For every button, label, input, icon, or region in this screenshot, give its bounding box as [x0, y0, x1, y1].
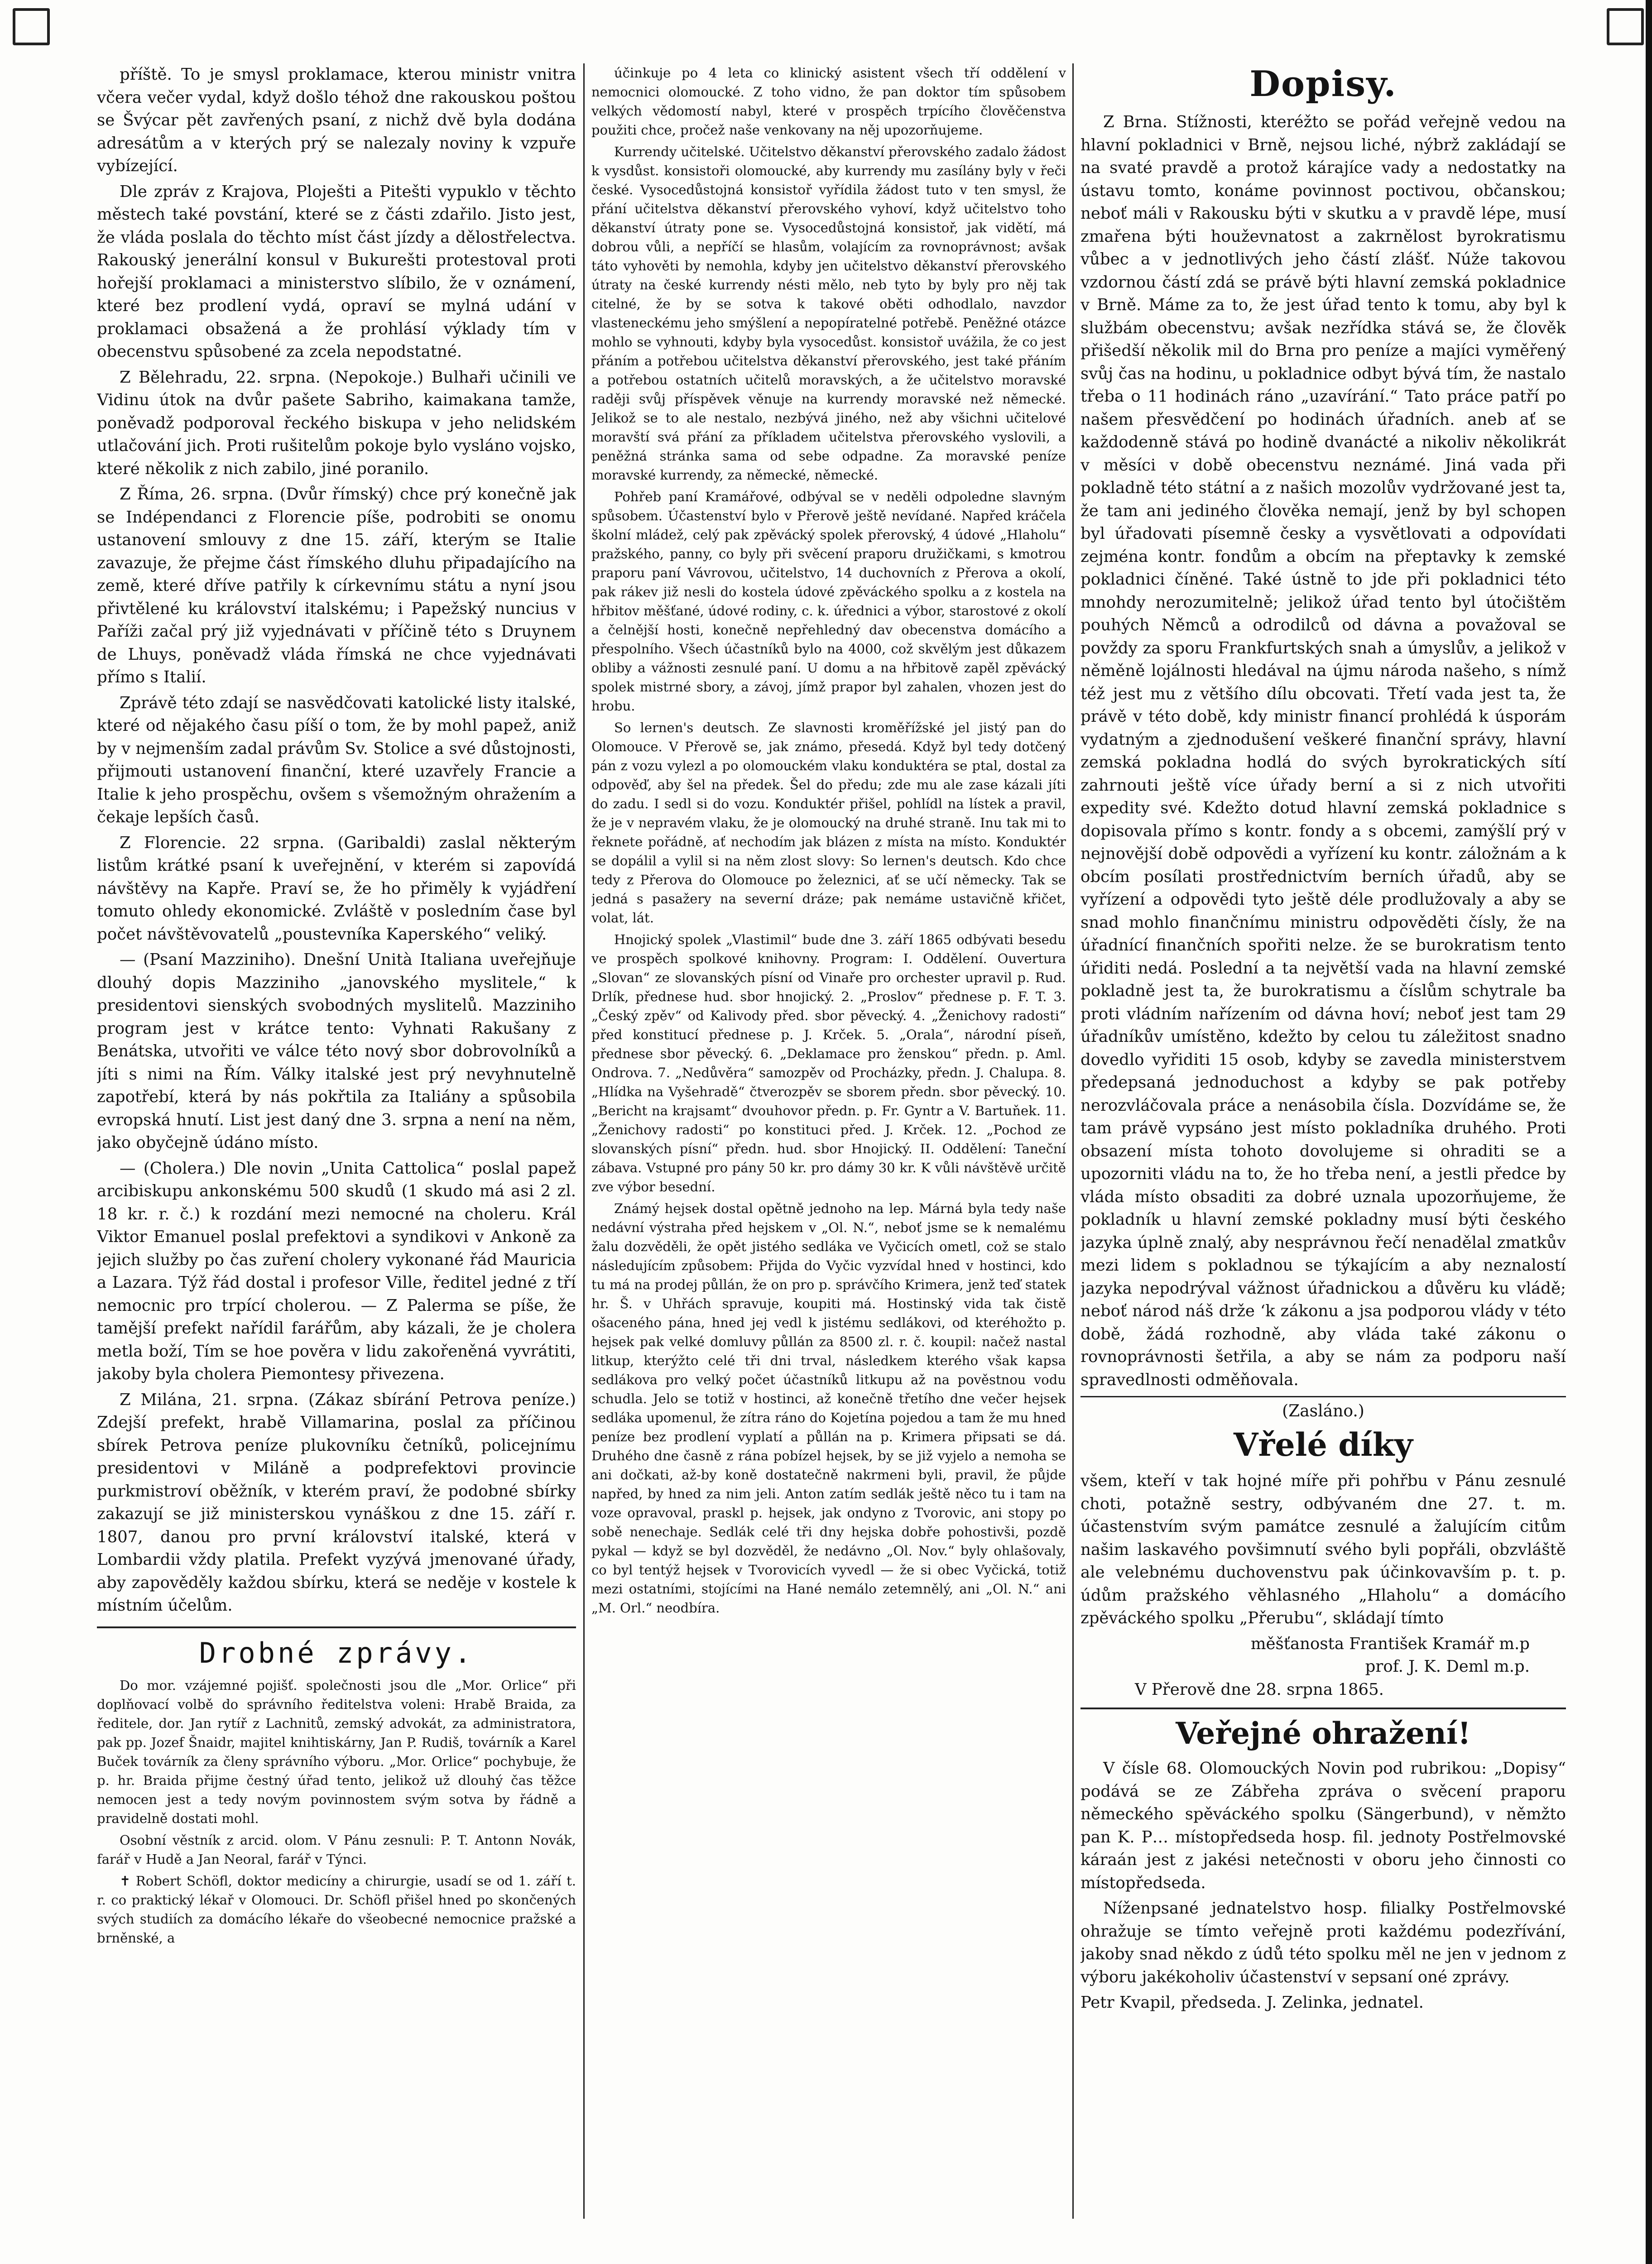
thanks-date: V Přerově dne 28. srpna 1865.: [1135, 1680, 1384, 1699]
thanks-text: všem, kteří v tak hojné míře při pohřbu v Pánu zesnulé choti, potažně sestry, odbývaném dne 27. t. m. účastenstvím svým památce zesnulé a žalujícím citům našim laskavého povšimnutí svého byli popřáli, obzvláště ale velebnému duchovenstvu pak účinkovavším p. t. p. údům pražského věhlasného „Hlaholu“ a domácího zpěváckého spolku „Přerubu“, skládají tímto: [1081, 1472, 1566, 1627]
column-left: [97, 63, 576, 2228]
news-item: Známý hejsek dostal opětně jednoho na lep. Márná byla tedy naše nedávní výstraha před hejskem v „Ol. N.“, neboť jsme se k nemalému žalu dozvěděli, že opět jistého sedláka ve Vyčicích ometl, což se stalo následujícím způsobem: Přijda do Vyčic vyzvídal hned v hostinci, kdo tu má na prodej půllán, že on pro p. správčího Krimera, jenž teď statek hr. Š. v Uhřách spravuje, koupiti má. Hostinský vida tak čistě ošaceného pána, hned jej vedl k jistému sedlákovi, od kteréhožto p. hejsek pak velké domluvy půllán za 8500 zl. r. č. koupil: načež nastal litkup, kterýžto celé tři dni trval, následkem kterého však kapsa sedlákova pro velký počet účastníků litkupu až na pověstnou vodu schudla. Jelo se totiž v hostinci, až konečně třetího dne večer hejsek sedláka upomenul, že zítra ráno do Kojetína pojedou a tam že mu hned peníze bez prodlení vyplatí a půllán na p. Krimera připsati se dá. Druhého dne časně z rána pobízel hejsek, by se již vyjelo a nemoha se ani dočkati, až-by koně dostatečně nakrmeni byli, pravil, že půjde napřed, by hned za nim jeli. Anton zatím sedlák ještě něco tu i tam na voze opravoval, praskl p. hejsek, jak ondyno z Tvorovic, ani stopy po sobě nenechaje. Sedlák celé tři dny hejska dobře pohostivši, pozdě pykal — když se byl dozvěděl, že nedávno „Ol. Nov.“ byly ohlašovaly, co byl tentýž hejsek v Tvorovicích vyvedl — že si obec Vyčická, totiž mezi ostatními, stojícími na Hané nemálo zetemnělý, ani „Ol. N.“ ani „M. Orl.“ neodbíra.: [591, 1201, 1066, 1616]
foreign-news: [97, 63, 576, 1617]
zaslano-label: (Zasláno.): [1081, 1396, 1566, 1420]
statement-paragraph: V čísle 68. Olomouckých Novin pod rubrikou: „Dopisy“ podává se ze Zábřeha zpráva o svěcení praporu německého spěváckého spolku (Sängerbund), v němžto pan K. P… místopředseda hosp. fil. jednoty Postřelmovské káraán jest z jakési netečnosti v oboru jeho činnosti co místopředseda.: [1081, 1759, 1566, 1892]
article-paragraph: příště. To je smysl proklamace, kterou ministr vnitra včera večer vydal, když došlo téhož dne rakouskou poštou se Švýcar pět zavřených psaní, z nichž dvě byla dodána adresátům a v kterých prý se nalezaly noviny k vzpuře vybízející.: [97, 65, 576, 175]
section-heading-verejne-ohrazeni: Veřejné ohražení!: [1176, 1716, 1471, 1751]
news-item: Hnojický spolek „Vlastimil“ bude dne 3. září 1865 odbývati besedu ve prospěch spolkové knihovny. Program: I. Oddělení. Ouvertura „Slovan“ ze slovanských písní od Vinaře pro orchester upravil p. Rud. Drlík, přednese hud. sbor hnojický. 2. „Proslov“ přednese p. F. T. 3. „Český zpěv“ od Kalivody před. sbor pěvecký. 4. „Ženichovy radosti“ před konstitucí přednese p. J. Krček. 5. „Orala“, národní píseň, přednese sbor pěvecký. 6. „Deklamace pro ženskou“ předn. p. Aml. Ondrova. 7. „Nedůvěra“ samozpěv od Procházky, předn. J. Chalupa. 8. „Hlídka na Vyšehradě“ čtverozpěv se sborem předn. sbor pěvecký. 10. „Bericht na krajsamt“ dvouhovor předn. p. Fr. Gyntr a V. Bartuňek. 11. „Ženichovy radosti“ po konstituci před. J. Krček. 12. „Pochod ze slovanských písní“ předn. hud. sbor Hnojický. II. Oddělení: Taneční zábava. Vstupné pro pány 50 kr. pro dámy 30 kr. K vůli návštěvě určitě zve výbor besední.: [591, 932, 1066, 1194]
column-middle: [591, 63, 1066, 2228]
news-item: So lernen's deutsch. Ze slavnosti kroměřížské jel jistý pan do Olomouce. V Přerově se, jak známo, přesedá. Když byl tedy dotčený pán z vozu vylezl a po olomouckém vlaku konduktéra se ptal, dostal za odpověď, aby šel na předek. Šel do předu; zde mu ale zase kázali jíti do zadu. I sedl si do vozu. Konduktér přišel, pohlídl na lístek a pravil, že je v nepravém vlaku, že je olomoucký na druhé straně. Inu tak mi to řeknete pořádně, ať nechodím jak blázen z místa na místo. Konduktér se dopálil a vylil si na něm zlost slovy: So lernen's deutsch. Kdo chce tedy z Přerova do Olomouce po železnici, ať se učí německy. Tak se jedná s pasažery na severní dráze; pak nemáme ustavičně křičet, volat, lát.: [591, 720, 1066, 926]
article-paragraph: — (Cholera.) Dle novin „Unita Cattolica“ poslal papež arcibiskupu ankonskému 500 skudů (1 skudo má asi 2 zl. 18 kr. r. č.) k rozdání mezi nemocné na choleru. Král Viktor Emanuel poslal prefektovi a syndikovi v Ankoně za jejich služby po čas zuření cholery vykonané řád Mauricia a Lazara. Týž řád dostal i profesor Ville, ředitel jedné z tří nemocnic pro trpící cholerou. — Z Palerma se píše, že tamější prefekt nařídil farářům, aby kázali, že je cholera metla boží, Tím se hoe pověra v lidu zakořeněná vyvrátiti, jakoby byla cholera Piemontesy přivezena.: [97, 1159, 576, 1383]
column-rule: [583, 63, 585, 2219]
news-item: Kurrendy učitelské. Učitelstvo děkanství přerovského zadalo žádost k vysdůst. konsistoři olomoucké, aby kurrendy mu zasílány byly v řeči české. Vysocedůstojná konsistoř vyřídila žádost tuto v ten smysl, že přání učitelstva děkanství přerovského vyhoví, když učitelstvo toho děkanství útraty pone se. Vysocedůstojná konsistoř, jak vidětí, má dobrou vůli, a nepříčí se hlasům, volajícím za rovnoprávnost; avšak táto vyhověti by nemohla, kdyby jen učitelstvo děkanství přerovského útraty na české kurrendy nésti mělo, neb tyto by byly pro něj tak citelné, že by se sotva k takové oběti odhodlalo, navzdor vlasteneckému jeho smýšlení a nepopíratelné potřebě. Peněžné otázce mohlo se vyhnouti, kdyby byla vysocedůst. konsistoř uvážila, že co jest přáním a potřebou učitelstva děkanství přerovského, jest také přáním a potřebou ostatních učitelů moravských, a že učitelstvo moravské raději svůj příspěvek věnuje na kurrendy moravské než německé. Jelikož se to ale nestalo, nezbývá jiného, než aby všichni učitelové moravští svá přání za příkladem učitelstva přerovského vyslovili, a peněžná stránka sama od sebe odpadne. Za moravské peníze moravské kurrendy, za německé, německé.: [591, 144, 1066, 483]
article-paragraph: — (Psaní Mazziniho). Dnešní Unità Italiana uveřejňuje dlouhý dopis Mazziniho „janovského myslitele,“ k presidentovi sienských svobodných myslitelů. Mazziniho program jest v krátce tento: Vyhnati Rakušany z Benátska, utvořiti ve válce této nový sbor dobrovolníků a jíti s nimi na Řím. Války italské jest prý nevyhnutelně zapotřebí, která by nás pokřtila za Italiány a spůsobila evropská hnutí. List jest daný dne 3. srpna a není na něm, jako obyčejně údáno místo.: [97, 950, 576, 1152]
section-heading-drobne-zpravy: Drobné zprávy.: [97, 1626, 576, 1669]
article-paragraph: Z Bělehradu, 22. srpna. (Nepokoje.) Bulhaři učinili ve Vidinu útok na dvůr pašete Sabriho, kaimakana tamže, poněvadž podporoval řeckého biskupa v jeho nelidském utlačování jich. Proti rušitelům pokoje bylo vysláno vojsko, které několik z nich zabilo, jiné poranilo.: [97, 368, 576, 478]
news-item: Do mor. vzájemné pojišť. společnosti jsou dle „Mor. Orlice“ při doplňovací volbě do správního ředitelstva voleni: Hrabě Braida, za ředitele, dor. Jan rytíř z Lachnitů, zemský advokát, za administratora, pak pp. Jozef Šnaidr, majitel knihtiskárny, Jan P. Rudiš, továrník a Karel Buček továrník za členy správního výboru. „Mor. Orlice“ pochybuje, že p. hr. Braida přijme čestný úřad tento, jelikož už dlouhý čas těžce nemocen jest a tedy novým povinnostem svým sotva by řádně a pravidelně dostati mohl.: [97, 1677, 576, 1826]
article-paragraph: Z Říma, 26. srpna. (Dvůr římský) chce prý konečně jak se Indépendanci z Florencie píše, podrobiti se onomu ustanovení smlouvy z dne 15. září, kterým se Italie zavazuje, že přejme část římského dluhu připadajícího na země, které dříve patřily k církevnímu státu a nyní jsou přivtělené ku království italskému; i Papežský nuncius v Paříži začal prý již vyjednávati v příčině této s Druynem de Lhuys, poněvadž vláda římská ne chce vyjednávati přímo s Italií.: [97, 485, 576, 686]
news-item: ✝ Robert Schöfl, doktor medicíny a chirurgie, usadí se od 1. září t. r. co praktický lékař v Olomouci. Dr. Schöfl přišel hned po skončených svých studiích za domácího lékaře do všeobecné nemocnice pražské a brněnské, a: [97, 1873, 576, 1946]
scan-corner-mark: [13, 8, 50, 45]
signature-kramar: měšťanosta František Kramář m.p: [1250, 1634, 1530, 1653]
thanks-notice: [1081, 1470, 1566, 1630]
signature-deml: prof. J. K. Deml m.p.: [1365, 1657, 1530, 1676]
article-paragraph: Z Florencie. 22 srpna. (Garibaldi) zaslal některým listům krátké psaní k uveřejnění, v kterém si zapovídá návštěvy na Kapře. Praví se, že ho přiměly k vyjádření tomuto ohledy ekonomické. Zvláště v posledním čase byl počet návštěvovatelů „poustevníka Kaperského“ veliký.: [97, 833, 576, 944]
statement-signatures: Petr Kvapil, předseda. J. Zelinka, jednatel.: [1081, 1993, 1424, 2012]
article-paragraph: Zprávě této zdají se nasvědčovati katolické listy italské, které od nějakého času píší o tom, že by mohl papež, aniž by v nejmenším zadal právům Sv. Stolice a své důstojnosti, přijmouti ustanovení finanční, které uzavřely Francie a Italie k jeho prospěchu, ovšem s všemožným ohražením a čekaje lepších časů.: [97, 693, 576, 826]
section-divider: [1081, 1708, 1566, 1709]
news-item: Pohřeb paní Kramářové, odbýval se v neděli odpoledne slavným spůsobem. Účastenství bylo v Přerově ještě nevídané. Napřed kráčela školní mládež, celý pak zpěvácký spolek přerovský, 4 údové „Hlaholu“ pražského, panny, co byly při svěcení praporu družičkami, s kmotrou praporu paní Vávrovou, učitelstvo, 14 duchovních z Přerova a okolí, pak rákev již nesli do kostela údové zpěváckého spolku a z kostela na hřbitov měšťané, údové rodiny, c. k. úřednici a výbor, starostové z okolí a čelnější hosti, konečně nepřehledný dav obecenstva domácího a přespolního. Všech účastníků bylo na 4000, což skvělým jest důkazem obliby a vážnosti zesnulé paní. U domu a na hřbitově zapěl zpěvácký spolek mistrné sbory, a závoj, jímž prapor byl zahalen, vhozen jest do hrobu.: [591, 489, 1066, 714]
short-news: [97, 1676, 576, 1947]
news-item: účinkuje po 4 leta co klinický asistent všech tří oddělení v nemocnici olomoucké. Z toho vidno, že pan doktor tím spůsobem velkých vědomostí nabyl, které v prospěch trpícího člověčenstva použiti chce, pročež naše venkovany na něj upozorňujeme.: [591, 65, 1066, 138]
article-paragraph: Z Milána, 21. srpna. (Zákaz sbírání Petrova peníze.) Zdejší prefekt, hrabě Villamarina, poslal za příčinou sbírek Petrova peníze plukovníku četníků, policejnímu presidentovi v Miláně a podprefektovi provincie purkmistroví oběžník, v kterém praví, že podobné sbírky zakazují se již ministerskou vynáškou z dne 15. září r. 1807, danou pro první království italské, která v Lombardii vždy platila. Prefekt vyzývá jmenované úřady, aby zapověděly každou sbírku, která se neděje v kostele k místním účelům.: [97, 1390, 576, 1615]
section-heading-dopisy: Dopisy.: [1249, 63, 1397, 105]
section-heading-vrele-diky: Vřelé díky: [1234, 1426, 1413, 1463]
letters: [1081, 111, 1566, 1391]
statement-paragraph: Níženpsané jednatelstvo hosp. filialky Postřelmovské ohražuje se tímto veřejně proti každému podezřívání, jakoby snad někdo z údů této spolku měl ne jen v jednom z výboru jakékoholiv účastenství v sepsaní oné zprávy.: [1081, 1899, 1566, 1986]
column-right: [1081, 63, 1566, 2228]
letter-paragraph: Z Brna. Stížnosti, kteréžto se pořád veřejně vedou na hlavní pokladnici v Brně, nejsou liché, nýbrž zakládají se na svaté pravdě a protož kárajíce vady a nedostatky na ústavu tomto, konáme povinnost poctivou, občanskou; neboť máli v Rakousku býti v skutku a v pravdě lépe, musí zmařena býti houževnatost a zakrnělost byrokratismu vůbec a v jednotlivých jeho částí zlášť. Núže takovou vzdornou částí zdá se právě býti hlavní zemská pokladnice v Brně. Máme za to, že jest úřad tento k tomu, aby byl k službám obecenstvu; avšak nezřídka stává se, že člověk přišedší několik mil do Brna pro peníze a majíci vyměřený svůj čas na hodinu, u pokladnice odbyt bývá tím, že nastalo třeba o 11 hodinách ráno „uzavírání.“ Tato práce patří po našem přesvědčení po hodinách úřadních. aneb ať se každodenně stává po hodině dvanácté a nikoliv několikrát v měsíci v době obecenstvu neznámé. Jiná vada při pokladně této státní a z našich mozolův vydržované jest ta, že tam ani jediného člověka nemají, jenž by byl schopen byl úřadovati písemně česky a vysvětlovati a odpovídati zejména kontr. fondům a obcím na přeptavky k zemské pokladnici číněné. Také ústně to jde při pokladnici této mnohdy nerozumitelně; jelikož úřad tento byl útočištěm pouhých Němců a odrodilců od dávna a považoval se povždy za sporu Frankfurtských snah a úmyslův, a jelikož v něměně lojálnosti hledával na újmu národa našeho, s nímž též jest mu z většího dílu obcovati. Třetí vada jest ta, že právě v této době, kdy ministr financí prohlédá k úsporám vydatným a zjednodušení veškeré finanční správy, hlavní zemská pokladna hodlá do svých byrokratických sítí zahrnouti ještě více úřady berní a si z nich utvořiti expedity své. Kdežto dotud hlavní zemská pokladnice s dopisovala přímo s kontr. fondy a s obcemi, zamýšlí prý v nejnovější době odpovědi a vyřízení ku kontr. záložnám a k obcím posílati prostřednictvím berních úřadů, aby se vyřízení a odpovědi tyto ještě déle prodlužovaly a aby se snad mohlo finančnímu ministru odpověděti čísly, že na úřadnící finančních spořiti nelze. že se burokratism tento úřiditi nedá. Poslední a ta největší vada na hlavní zemské pokladně jest ta, že burokratismu a číslům schytrale ba proti vládním nařízením od dávna hoví; neboť jest tam 29 úřadníkův umístěno, kdežto by celou tu záležitost snadno dovedlo vyřiditi 15 osob, kdyby se zavedla ministerstvem předepsaná jednoduchost a kdyby se pak potřeby nerozvláčovala práce a nenásobila čísla. Dozvídáme se, že tam právě vypsáno jest místo pokladníka druhého. Proti obsazení místa tohoto dovolujeme si ohraditi se a upozorniti vládu na to, že ho třeba není, a jestli předce by vláda místo obsaditi za dobré uznala upozorňujeme, že pokladník u hlavní zemské pokladny musí býti českého jazyka úplně znalý, aby nesprávnou řečí nenadělal zmatkův mezi lidem s pokladnou se týkajícím a aby neznalostí jazyka nepodrýval vážnost úřadnickou a důvěru ku vládě; neboť národ náš drže ‘k zákonu a jsa podporou vlády v této době, žádá rozhodně, aby vláda také zákonu o rovnoprávnosti šetřila, a aby se nám za podporu naší spravedlnosti odměňovala.: [1081, 113, 1566, 1389]
news-item: Osobní věstník z arcid. olom. V Pánu zesnuli: P. T. Antonn Novák, farář v Hudě a Jan Neoral, farář v Týnci.: [97, 1832, 576, 1867]
scan-corner-mark: [1607, 8, 1644, 45]
column-rule: [1072, 63, 1074, 2219]
article-paragraph: Dle zpráv z Krajova, Ploješti a Pitešti vypuklo v těchto městech také povstání, které se z části zdařilo. Jisto jest, že vláda poslala do těchto míst část jízdy a dělostřelectva. Rakouský jenerální konsul v Bukurešti protestoval proti hořejší proklamaci a ministerstvo slíbilo, že v oznámení, které bez prodlení vydá, opraví se mylná udání v proklamaci obsažená a že prohlásí výklady tím v obecenstvu spůsobené za zcela nepodstatné.: [97, 182, 576, 361]
public-statement: [1081, 1757, 1566, 1989]
